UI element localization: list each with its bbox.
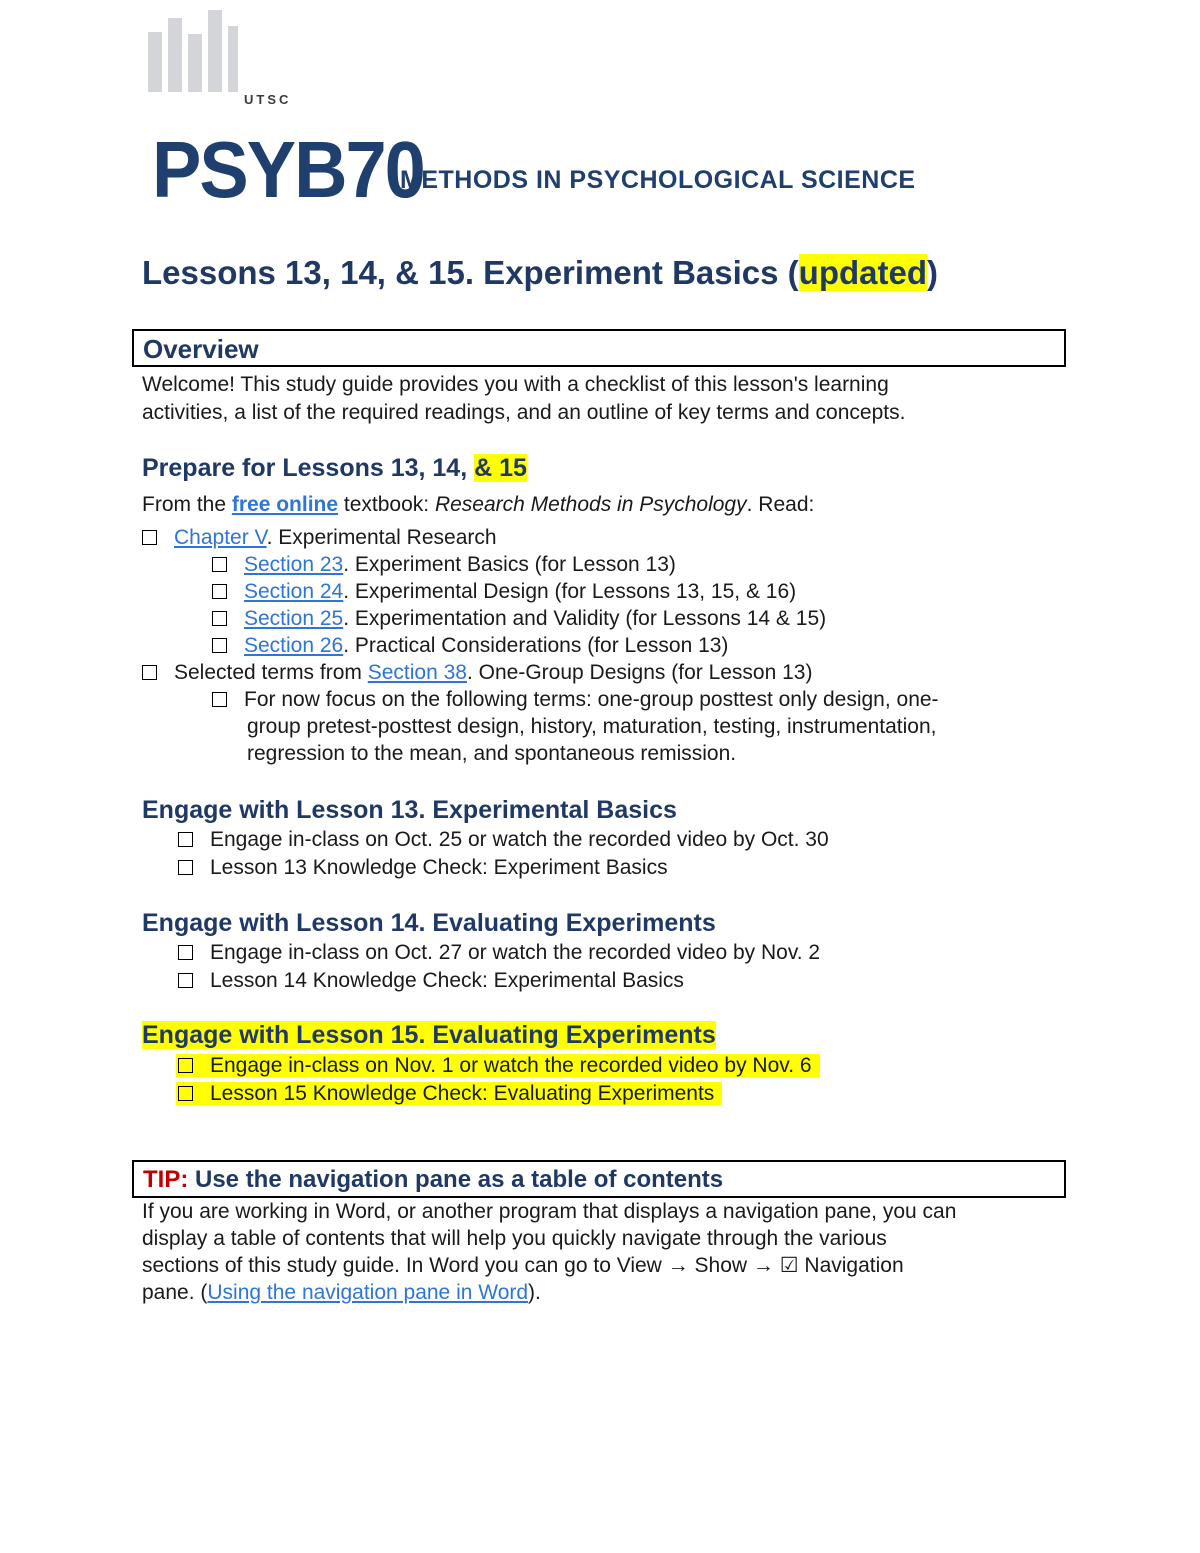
list-item	[142, 659, 812, 686]
focus-text: For now focus on the following terms: one-group posttest only design, one-	[244, 688, 939, 711]
checkbox-icon[interactable]	[178, 1058, 193, 1073]
tip-line	[142, 1252, 956, 1279]
list-item	[178, 967, 684, 994]
list-item-text: . Experiment Basics (for Lesson 13)	[343, 553, 676, 576]
lesson15-heading	[142, 1021, 716, 1050]
checkbox-icon[interactable]	[142, 530, 157, 545]
section-25-link[interactable]: Section 25	[244, 607, 344, 630]
list-item-text: Engage in-class on Oct. 25 or watch the recorded video by Oct. 30	[210, 828, 829, 851]
list-item-text: Lesson 13 Knowledge Check: Experiment Basics	[210, 856, 668, 879]
list-item	[176, 1052, 820, 1079]
checkbox-icon[interactable]	[142, 665, 157, 680]
list-item	[178, 854, 668, 881]
tip-line-text: sections of this study guide. In Word you can go to View	[142, 1254, 668, 1277]
title-prefix: Lessons 13, 14, & 15. Experiment Basics (	[142, 254, 799, 291]
list-item-text: Engage in-class on Oct. 27 or watch the recorded video by Nov. 2	[210, 941, 821, 964]
logo-tag: UTSC	[244, 92, 292, 107]
overview-heading: Overview	[143, 334, 259, 364]
intro-text: textbook:	[338, 493, 435, 516]
prepare-heading-text: Prepare for Lessons 13, 14,	[142, 454, 475, 482]
prepare-heading-highlight: & 15	[474, 454, 527, 482]
checkbox-icon[interactable]	[212, 557, 227, 572]
lesson15-heading-text: Engage with Lesson 15. Evaluating Experiments	[142, 1021, 716, 1049]
section-23-link[interactable]: Section 23	[244, 553, 344, 576]
tip-heading-text: Use the navigation pane as a table of contents	[188, 1166, 724, 1193]
section-38-link[interactable]: Section 38	[367, 661, 467, 684]
highlighted-item	[176, 1082, 722, 1105]
list-item-text: . Practical Considerations (for Lesson 13)	[343, 634, 729, 657]
checkbox-icon[interactable]	[212, 638, 227, 653]
tip-line-text: pane. (	[142, 1281, 208, 1304]
list-item	[176, 1080, 722, 1107]
title-suffix: )	[926, 254, 938, 291]
checkbox-icon[interactable]	[178, 945, 193, 960]
tip-line-text: Show	[688, 1254, 753, 1277]
focus-text-line: group pretest-posttest design, history, maturation, testing, instrumentation,	[247, 715, 937, 738]
list-item	[142, 524, 497, 551]
list-item	[212, 632, 728, 659]
list-item	[212, 578, 796, 605]
intro-text: From the	[142, 493, 232, 516]
list-item-text: Lesson 14 Knowledge Check: Experimental Basics	[210, 969, 684, 992]
book-title: Research Methods in Psychology	[434, 493, 747, 516]
page-title	[142, 254, 938, 292]
tip-line: If you are working in Word, or another program that displays a navigation pane, you can	[142, 1200, 957, 1223]
arrow-right-icon: →	[667, 1254, 689, 1277]
section-24-link[interactable]: Section 24	[244, 580, 344, 603]
list-item-text: Engage in-class on Nov. 1 or watch the recorded video by Nov. 6	[210, 1054, 812, 1077]
checkbox-icon[interactable]	[212, 611, 227, 626]
checkbox-icon[interactable]	[178, 1086, 193, 1101]
prepare-heading	[142, 454, 527, 483]
tip-line-text: Navigation	[798, 1254, 904, 1277]
tip-heading-box	[132, 1160, 1066, 1198]
list-item-text: Selected terms from	[174, 661, 368, 684]
checked-box-icon: ☑	[779, 1254, 799, 1277]
tip-line: display a table of contents that will help you quickly navigate through the various	[142, 1227, 887, 1250]
free-online-link[interactable]: free online	[231, 493, 339, 516]
overview-line: Welcome! This study guide provides you with a checklist of this lesson's learning	[142, 373, 889, 396]
overview-heading-box	[132, 329, 1066, 367]
checkbox-icon[interactable]	[178, 973, 193, 988]
course-code: PSYB70	[152, 124, 424, 215]
tip-label: TIP:	[143, 1166, 189, 1193]
focus-text-line: regression to the mean, and spontaneous remission.	[247, 742, 737, 765]
checkbox-icon[interactable]	[178, 832, 193, 847]
list-item-text: . One-Group Designs (for Lesson 13)	[466, 661, 813, 684]
list-item-text: . Experimentation and Validity (for Lessons 14 & 15)	[343, 607, 827, 630]
checkbox-icon[interactable]	[212, 692, 227, 707]
intro-text: . Read:	[746, 493, 815, 516]
course-name: METHODS IN PSYCHOLOGICAL SCIENCE	[400, 166, 916, 194]
checkbox-icon[interactable]	[178, 860, 193, 875]
overview-line: activities, a list of the required readings, and an outline of key terms and concepts.	[142, 401, 906, 424]
overview-text	[142, 371, 905, 427]
list-item-text: . Experimental Research	[266, 526, 497, 549]
prepare-intro	[142, 491, 814, 518]
list-item	[212, 551, 676, 578]
tip-line	[142, 1279, 956, 1306]
arrow-right-icon: →	[752, 1254, 774, 1277]
lesson13-heading: Engage with Lesson 13. Experimental Basics	[142, 796, 677, 824]
title-highlight: updated	[798, 254, 927, 291]
chapter-v-link[interactable]: Chapter V	[174, 526, 267, 549]
checkbox-icon[interactable]	[212, 584, 227, 599]
list-item-text: Lesson 15 Knowledge Check: Evaluating Experiments	[210, 1082, 715, 1105]
tip-heading	[143, 1166, 723, 1194]
navigation-pane-help-link[interactable]: Using the navigation pane in Word	[207, 1281, 529, 1304]
highlighted-item	[176, 1054, 820, 1077]
list-item-text: . Experimental Design (for Lessons 13, 15, & 16)	[343, 580, 797, 603]
tip-line-text: ).	[528, 1281, 541, 1304]
course-logo	[140, 78, 1010, 213]
list-item	[212, 605, 826, 632]
list-item	[178, 826, 829, 853]
section-26-link[interactable]: Section 26	[244, 634, 344, 657]
list-item	[178, 939, 820, 966]
tip-text	[142, 1198, 956, 1306]
lesson14-heading: Engage with Lesson 14. Evaluating Experiments	[142, 909, 716, 937]
list-item	[212, 686, 939, 713]
